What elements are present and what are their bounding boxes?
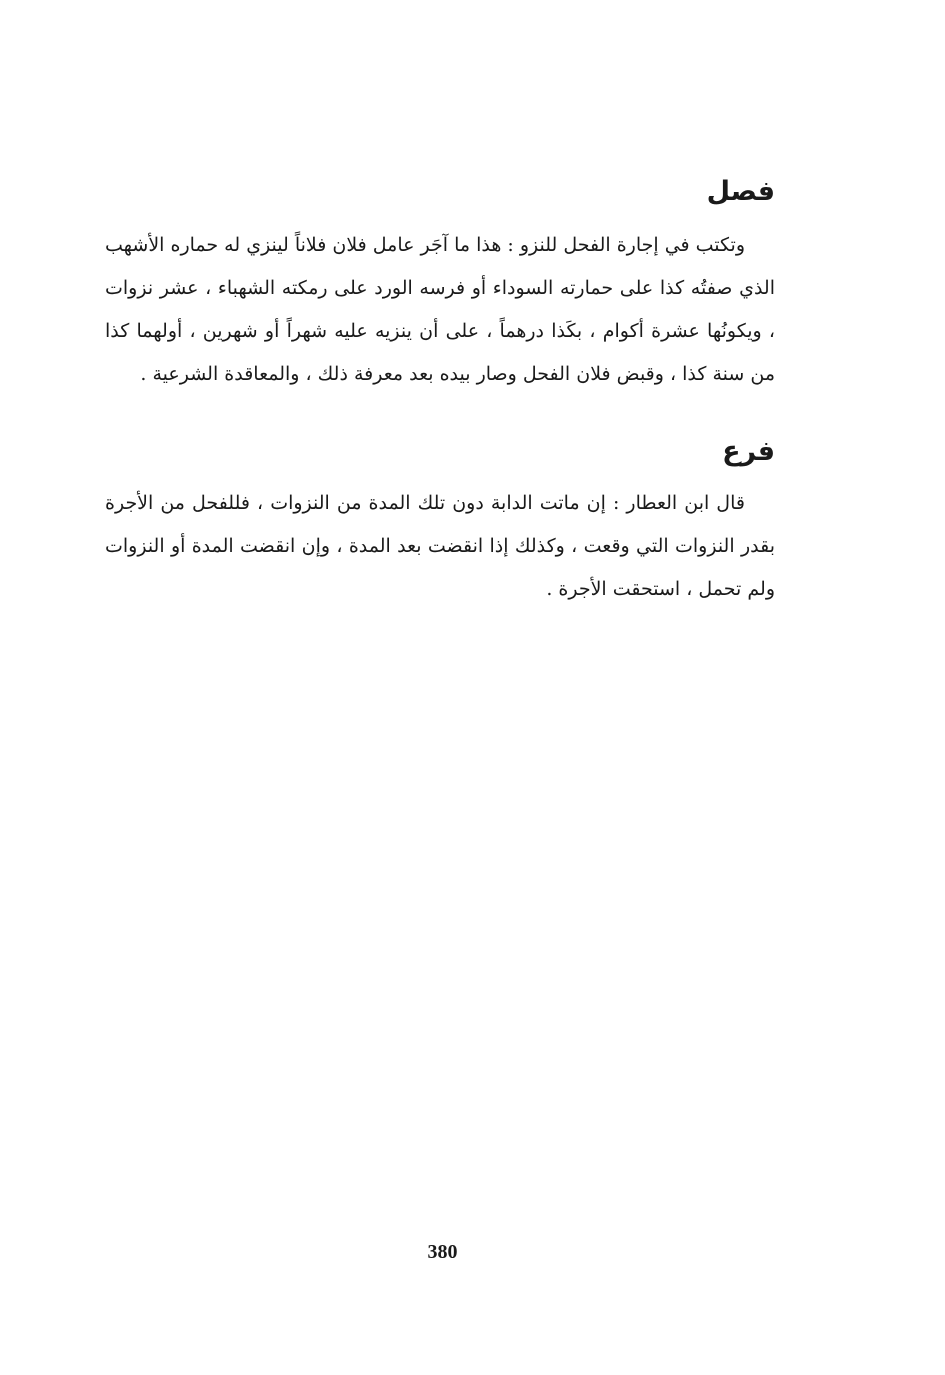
page-number: 380 [427,1241,458,1263]
section-heading-far: فرع [722,436,775,467]
section-paragraph: قال ابن العطار : إن ماتت الدابة دون تلك المدة من النزوات ، فللفحل من الأجرة بقدر النزوات التي وقعت ، وكذلك إذا انقضت بعد المدة ، وإن انقضت المدة أو النزوات ولم تحمل ، استحقت الأجرة . [105,492,775,600]
section-heading-fasl: فصل [706,176,775,207]
section-paragraph: وتكتب في إجارة الفحل للنزو : هذا ما آجَر عامل فلان فلاناً لينزي له حماره الأشهب الذي صفتُه كذا على حمارته السوداء أو فرسه الورد على رمكته الشهباء ، عشر نزوات ، ويكونُها عشرة أكوام ، بكَذا درهماً ، على أن ينزيه عليه شهراً أو شهرين ، أولهما كذا من سنة كذا ، وقبض فلان الفحل وصار بيده بعد معرفة ذلك ، والمعاقدة الشرعية . [105,234,775,385]
